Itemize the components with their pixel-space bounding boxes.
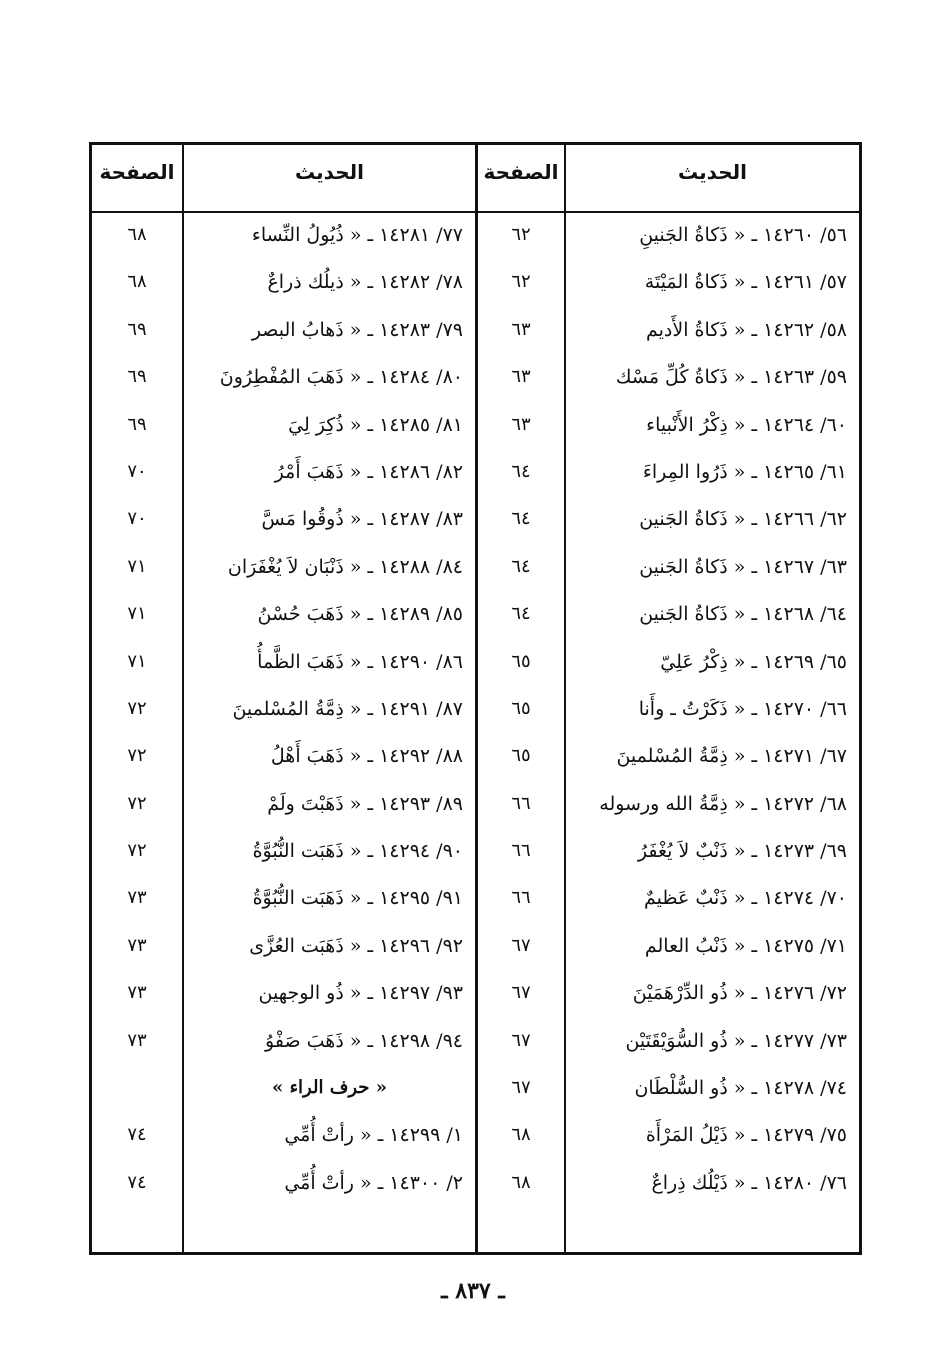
- hadith-entry: ٩٤/ ١٤٢٩٨ ـ « ذَهَبَ صَفْوُ: [265, 1029, 463, 1052]
- page-number: ٦٢: [511, 271, 531, 293]
- hadith-entry: ٦٠/ ١٤٢٦٤ ـ « ذِكْرُ الأَنْبياء: [646, 413, 847, 436]
- page-number: ٦٩: [127, 366, 147, 388]
- page-number: ٦٩: [127, 413, 147, 435]
- page-number: ٦٥: [511, 745, 531, 767]
- hadith-entry: ٩٠/ ١٤٢٩٤ ـ « ذَهَبَت النُّبُوَّةُ: [252, 840, 463, 863]
- list-item: [478, 1113, 859, 1160]
- page-number: ٦٧: [511, 934, 531, 956]
- list-item: [92, 640, 475, 687]
- hadith-entry: ٩١/ ١٤٢٩٥ ـ « ذَهَبَت النُّبُوَّةُ: [252, 887, 463, 910]
- page-number: ٦٧: [511, 1077, 531, 1099]
- page-number: ٦٨: [127, 224, 147, 245]
- list-item: [478, 1019, 859, 1066]
- hadith-entry: ٧٦/ ١٤٢٨٠ ـ « ذَيْلُك ذِراعٌ: [651, 1171, 847, 1194]
- hadith-entry: ٥٦/ ١٤٢٦٠ ـ « ذَكاةُ الجَنينِ: [639, 224, 847, 246]
- list-item: [92, 924, 475, 971]
- list-item: [92, 260, 475, 307]
- hadith-entry: ٥٨/ ١٤٢٦٢ ـ « ذَكاةُ الأَديم: [645, 318, 847, 341]
- hadith-entry: ٦٨/ ١٤٢٧٢ ـ « ذِمَّةُ الله ورسوله: [599, 792, 847, 815]
- hadith-entry: ٧٤/ ١٤٢٧٨ ـ « ذُو السُّلْطَان: [634, 1077, 847, 1100]
- page-number: ٧٢: [127, 745, 147, 767]
- list-item: [478, 260, 859, 307]
- hadith-entry: ٧٩/ ١٤٢٨٣ ـ « ذَهابُ البصر: [251, 318, 463, 341]
- hadith-entry: ٦٣/ ١٤٢٦٧ ـ « ذَكاةُ الجَنين: [639, 555, 847, 578]
- list-item: [478, 213, 859, 260]
- hadith-entry: ٦٦/ ١٤٢٧٠ ـ « ذَكَرْتُ ـ وأَنا: [638, 697, 847, 720]
- list-item: [478, 403, 859, 450]
- section-heading: « حرف الراء »: [272, 1077, 387, 1099]
- hadith-entry: ٧٣/ ١٤٢٧٧ ـ « ذُو السُّوَيْقَتَيْن: [625, 1029, 847, 1052]
- hadith-entry: ١/ ١٤٢٩٩ ـ « رأتْ أُمِّي: [284, 1124, 463, 1147]
- page-number: ٦٦: [511, 840, 531, 862]
- list-item: [92, 734, 475, 781]
- page-number: ٧٤: [127, 1124, 147, 1146]
- hadith-entry: ٧٥/ ١٤٢٧٩ ـ « ذَيْلُ المَرْأَة: [645, 1124, 847, 1147]
- hadith-entry: ٨٥/ ١٤٢٨٩ ـ « ذَهَبَ حُسْنُ: [257, 603, 463, 626]
- page-number: ٧٤: [127, 1171, 147, 1193]
- page-number: ٦٥: [511, 697, 531, 719]
- list-item: [478, 782, 859, 829]
- page-number: ٦٦: [511, 792, 531, 814]
- list-item: [478, 497, 859, 544]
- list-item: [478, 450, 859, 497]
- page-number: ٧٠: [127, 460, 147, 482]
- hadith-entry: ٨٩/ ١٤٢٩٣ ـ « ذَهَبْتَ ولَمْ: [267, 792, 463, 815]
- page-number: ٦٤: [511, 555, 531, 577]
- hadith-entry: ٧٠/ ١٤٢٧٤ ـ « ذَنْبٌ عَظيمٌ: [644, 887, 847, 910]
- hadith-entry: ٢/ ١٤٣٠٠ ـ « رأتْ أُمِّي: [284, 1171, 463, 1194]
- page-number: ٦٨: [511, 1124, 531, 1146]
- list-item: [92, 876, 475, 923]
- hadith-entry: ٨٠/ ١٤٢٨٤ ـ « ذَهَبَ المُفْطِرُونَ: [219, 366, 463, 389]
- header-page-left: الصفحة: [99, 160, 175, 184]
- list-item: [92, 1113, 475, 1160]
- hadith-entry: ٩٣/ ١٤٢٩٧ ـ « ذُو الوجهين: [258, 982, 463, 1005]
- list-item: [92, 450, 475, 497]
- page-number: ٧١: [127, 603, 147, 625]
- page-number: ٦٦: [511, 887, 531, 909]
- list-item: [92, 1161, 475, 1208]
- page-number: ٧٢: [127, 697, 147, 719]
- list-item: [478, 1066, 859, 1113]
- list-item: [478, 355, 859, 402]
- page-number: ٧٣: [127, 1029, 147, 1051]
- header-page-right: الصفحة: [483, 160, 559, 184]
- index-table: [89, 142, 862, 1255]
- page-number: ٧٢: [127, 792, 147, 814]
- page-number: ٧١: [127, 650, 147, 672]
- hadith-entry: ٦٢/ ١٤٢٦٦ ـ « ذَكاةُ الجَنين: [639, 508, 847, 531]
- hadith-entry: ٦٩/ ١٤٢٧٣ ـ « ذَنْبٌ لاَ يُغْفَرُ: [637, 840, 847, 863]
- list-item: [92, 308, 475, 355]
- list-item: [478, 924, 859, 971]
- hadith-entry: ٨٨/ ١٤٢٩٢ ـ « ذَهَبَ أَهْلُ: [270, 745, 463, 768]
- hadith-entry: ٧١/ ١٤٢٧٥ ـ « ذَنْبُ العالم: [644, 934, 847, 957]
- hadith-entry: ٧٢/ ١٤٢٧٦ ـ « ذُو الدِّرْهَمَيْنَ: [632, 982, 847, 1005]
- list-item: [478, 971, 859, 1018]
- page-number: ٦٧: [511, 1029, 531, 1051]
- hadith-entry: ٥٩/ ١٤٢٦٣ ـ « ذَكاةُ كُلِّ مَسْك: [615, 366, 847, 389]
- hadith-entry: ٨٧/ ١٤٢٩١ ـ « ذِمَّةُ المُسْلمينَ: [232, 697, 463, 720]
- list-item: [92, 403, 475, 450]
- list-item: [92, 782, 475, 829]
- list-item: [92, 213, 475, 260]
- hadith-entry: ٧٧/ ١٤٢٨١ ـ « ذُيُولُ النِّساء: [251, 224, 463, 246]
- list-item: [92, 592, 475, 639]
- list-item: [478, 545, 859, 592]
- page-number: ٦٤: [511, 460, 531, 482]
- list-item: [478, 876, 859, 923]
- page-number: ٦٨: [511, 1171, 531, 1193]
- list-item: [92, 355, 475, 402]
- page-number: ٦٥: [511, 650, 531, 672]
- list-item: [92, 829, 475, 876]
- list-item: [92, 1019, 475, 1066]
- page-number: ٧٣: [127, 887, 147, 909]
- page-number: ٧٣: [127, 982, 147, 1004]
- header-hadith-left: الحديث: [294, 160, 364, 184]
- header-hadith-right: الحديث: [677, 160, 747, 184]
- list-item: [478, 829, 859, 876]
- list-item: [92, 497, 475, 544]
- hadith-entry: ٦٤/ ١٤٢٦٨ ـ « ذَكاةُ الجَنين: [639, 603, 847, 626]
- page-number: ٧٣: [127, 934, 147, 956]
- hadith-entry: ٩٢/ ١٤٢٩٦ ـ « ذَهَبَت العُزَّى: [249, 934, 463, 957]
- page-number: ٦٣: [511, 366, 531, 388]
- page-number: ٦٤: [511, 603, 531, 625]
- section-heading-row: [92, 1066, 475, 1113]
- page-number: ٦٤: [511, 508, 531, 530]
- hadith-entry: ٦٧/ ١٤٢٧١ ـ « ذِمَّةُ المُسْلمينَ: [616, 745, 847, 768]
- list-item: [92, 545, 475, 592]
- hadith-entry: ٥٧/ ١٤٢٦١ ـ « ذَكاةُ المَيْتَة: [644, 271, 847, 294]
- hadith-entry: ٨٣/ ١٤٢٨٧ ـ « ذُوقُوا مَسَّ: [261, 508, 463, 531]
- hadith-entry: ٨٤/ ١٤٢٨٨ ـ « ذَنْبَان لاَ يُغْفَرَان: [227, 555, 463, 578]
- list-item: [478, 734, 859, 781]
- list-item: [478, 592, 859, 639]
- list-item: [92, 971, 475, 1018]
- list-item: [478, 640, 859, 687]
- hadith-entry: ٨٢/ ١٤٢٨٦ ـ « ذَهَبَ أَمْرُ: [274, 460, 463, 483]
- page-number: ٧١: [127, 555, 147, 577]
- page-number: ٦٧: [511, 982, 531, 1004]
- page-number: ٦٨: [127, 271, 147, 293]
- hadith-entry: ٦٥/ ١٤٢٦٩ ـ « ذِكْرُ عَلِيّ: [660, 650, 847, 673]
- page-number: ٧٢: [127, 840, 147, 862]
- page-number: ٦٣: [511, 318, 531, 340]
- page-number: ٦٢: [511, 224, 531, 245]
- hadith-entry: ٦١/ ١٤٢٦٥ ـ « ذَرُوا المِراءَ: [642, 460, 847, 483]
- hadith-entry: ٧٨/ ١٤٢٨٢ ـ « ذيلُك ذراعٌ: [267, 271, 463, 294]
- page-footer-number: ـ ٨٣٧ ـ: [441, 1278, 505, 1304]
- list-item: [478, 687, 859, 734]
- hadith-entry: ٨١/ ١٤٢٨٥ ـ « ذُكِرَ لِيَ: [288, 413, 463, 436]
- list-item: [92, 687, 475, 734]
- page-number: ٦٣: [511, 413, 531, 435]
- hadith-entry: ٨٦/ ١٤٢٩٠ ـ « ذَهَبَ الظَّمأُ: [257, 650, 463, 673]
- page-number: ٦٩: [127, 318, 147, 340]
- right-column: [478, 213, 859, 1208]
- left-column: [92, 213, 475, 1208]
- list-item: [478, 308, 859, 355]
- page-number: ٧٠: [127, 508, 147, 530]
- list-item: [478, 1161, 859, 1208]
